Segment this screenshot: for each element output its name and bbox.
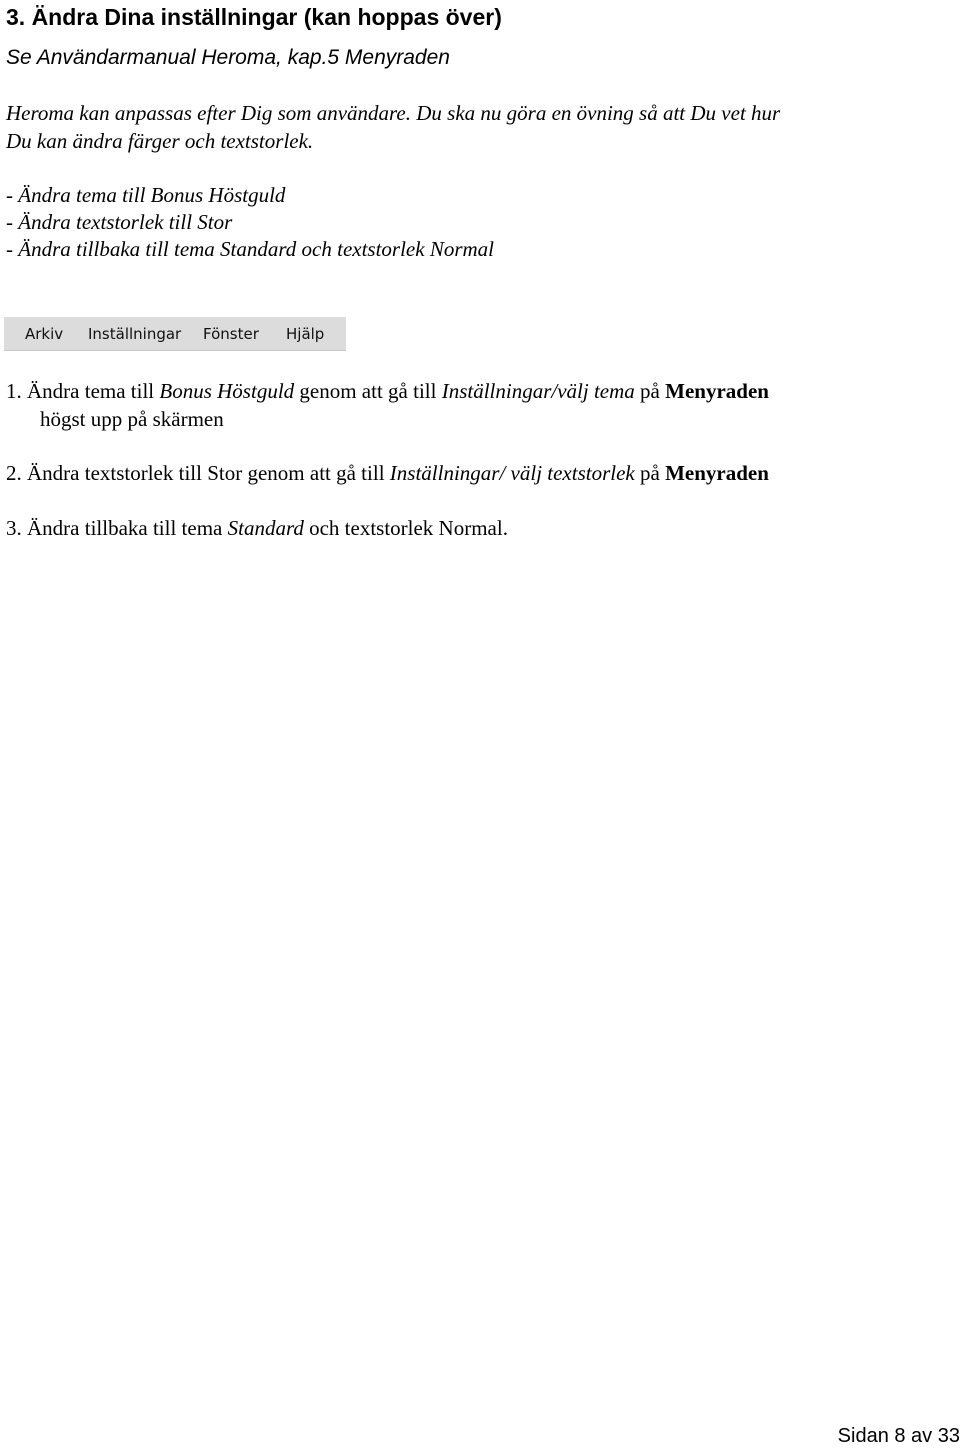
section-heading: 3. Ändra Dina inställningar (kan hoppas över) bbox=[6, 4, 502, 30]
step-theme-name: Standard bbox=[227, 516, 304, 540]
step-text: Ändra tillbaka till tema bbox=[27, 516, 223, 540]
step-number: 3. bbox=[6, 516, 22, 540]
step-menubar-ref: Menyraden bbox=[665, 461, 769, 485]
menu-item-hjalp[interactable]: Hjälp bbox=[286, 325, 325, 343]
menubar-screenshot bbox=[4, 317, 346, 351]
step-text: på bbox=[640, 461, 660, 485]
step-1-continuation: högst upp på skärmen bbox=[40, 407, 224, 431]
menu-item-fonster[interactable]: Fönster bbox=[203, 325, 259, 343]
intro-line-2: Du kan ändra färger och textstorlek. bbox=[6, 129, 314, 153]
step-2 bbox=[6, 461, 769, 486]
step-menu-path: Inställningar/ välj textstorlek bbox=[389, 461, 635, 485]
step-3 bbox=[6, 516, 508, 541]
step-text: genom att gå till bbox=[299, 379, 437, 403]
intro-line-1: Heroma kan anpassas efter Dig som användare. Du ska nu göra en övning så att Du vet hur bbox=[6, 101, 781, 125]
task-item-reset: - Ändra tillbaka till tema Standard och textstorlek Normal bbox=[6, 237, 495, 261]
step-text: Ändra textstorlek till Stor genom att gå till bbox=[27, 461, 385, 485]
task-item-textsize: - Ändra textstorlek till Stor bbox=[6, 210, 233, 234]
step-menubar-ref: Menyraden bbox=[665, 379, 769, 403]
menu-item-installningar[interactable]: Inställningar bbox=[88, 325, 182, 343]
menu-item-arkiv[interactable]: Arkiv bbox=[25, 325, 64, 343]
step-text: på bbox=[640, 379, 660, 403]
step-number: 2. bbox=[6, 461, 22, 485]
step-text: Ändra tema till bbox=[27, 379, 155, 403]
step-theme-name: Bonus Höstguld bbox=[159, 379, 295, 403]
page-number: Sidan 8 av 33 bbox=[837, 1425, 960, 1447]
step-number: 1. bbox=[6, 379, 22, 403]
step-text: och textstorlek Normal. bbox=[309, 516, 508, 540]
manual-reference: Se Användarmanual Heroma, kap.5 Menyraden bbox=[6, 46, 450, 69]
step-menu-path: Inställningar/välj tema bbox=[441, 379, 635, 403]
step-1 bbox=[6, 379, 769, 404]
task-item-theme: - Ändra tema till Bonus Höstguld bbox=[6, 183, 286, 207]
